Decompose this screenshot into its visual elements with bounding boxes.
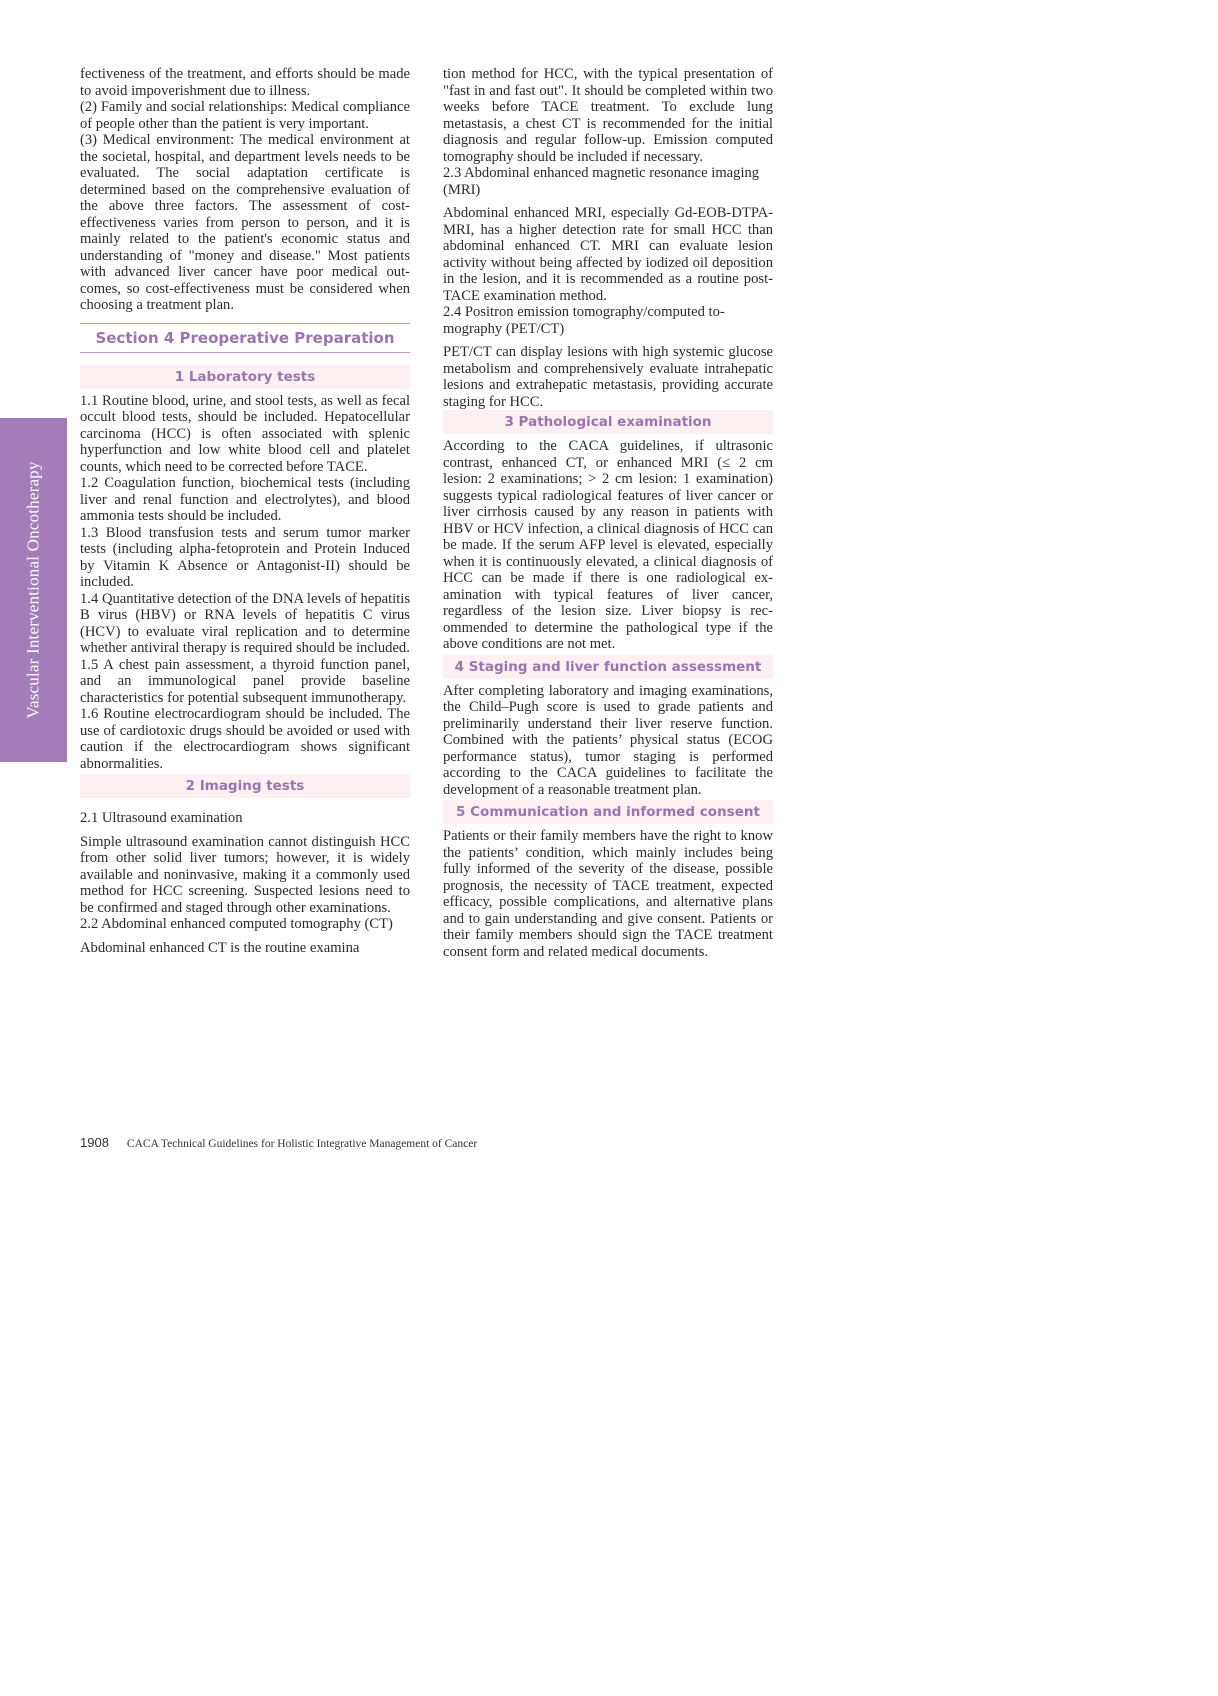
paragraph: Simple ultrasound examination cannot distinguish HCC from other solid liver tumors; however, it is widely available and noninvasive, making it a commonly used method for HCC screening. Suspected lesions need to be confirmed and staged through other examinations. — [80, 833, 410, 916]
paragraph: fectiveness of the treatment, and efforts should be made to avoid impoverishment due to illness. — [80, 66, 410, 99]
left-column — [80, 66, 410, 956]
paragraph: 1.1 Routine blood, urine, and stool tests, as well as fecal occult blood tests, should be included. Hepatocellular carcinoma (HCC) is often associated with splenic hyperfunction and low white blood cell and platelet counts, which need to be corrected before TACE. — [80, 392, 410, 475]
subsection-heading: 2 Imaging tests — [80, 774, 410, 798]
subsection-heading: 4 Staging and liver function assessment — [443, 655, 773, 679]
sub-heading: 2.3 Abdominal enhanced magnetic resonance imaging (MRI) — [443, 165, 760, 198]
paragraph: Abdominal enhanced MRI, especially Gd-EOB-DTPA-MRI, has a higher detection rate for small HCC than abdominal enhanced CT. MRI can evaluate lesion activity without being affected by iodized oil deposition in the lesion, and it is recommended as a routine post-TACE examination method. — [443, 205, 773, 304]
sub-heading: 2.4 Positron emission tomography/computed tomography (PET/CT) — [443, 304, 725, 337]
subsection-heading: 3 Pathological examination — [443, 410, 773, 434]
side-tab-label: Vascular Interventional Oncotherapy — [23, 461, 43, 719]
page-footer — [80, 1135, 477, 1150]
paragraph: 1.2 Coagulation function, biochemical tests (including liver and renal function and electrolytes), and blood ammonia tests should be included. — [80, 475, 410, 524]
section-title: Section 4 Preoperative Preparation — [80, 323, 410, 353]
paragraph: Patients or their family members have the right to know the patients’ condition, which mainly includes being fully informed of the severity of the disease, possible prognosis, the necessity of TACE treatment, expected efficacy, possible complications, and alternative plans and to gain understanding and give consent. Patients or their family members should sign the TACE treatment consent form and related medical documents. — [443, 828, 773, 960]
sub-heading: 2.1 Ultrasound examination — [80, 810, 243, 826]
paragraph: 1.4 Quantitative detection of the DNA levels of hepatitis B virus (HBV) or RNA levels of hepatitis C virus (HCV) to evaluate viral replication and to determine whether antiviral therapy is required should be included. — [80, 590, 410, 656]
paragraph: (3) Medical environment: The medical environment at the societal, hospital, and department levels needs to be evaluated. The social adaptation certificate is determined based on the comprehensive evaluation of the above three factors. The assessment of cost-effectiveness varies from person to person, and it is mainly related to the patient's economic status and understanding of "money and disease." Most patients with advanced liver cancer have poor medical outcomes, so cost-effectiveness must be considered when choosing a treatment plan. — [80, 132, 410, 313]
right-column — [443, 66, 773, 960]
paragraph: (2) Family and social relationships: Medical compliance of people other than the patient is very important. — [80, 99, 410, 132]
running-title: CACA Technical Guidelines for Holistic Integrative Management of Cancer — [126, 1138, 478, 1150]
paragraph: After completing laboratory and imaging examinations, the Child–Pugh score is used to grade patients and preliminarily understand their liver reserve function. Combined with the patients’ physical status (ECOG performance status), tumor staging is performed according to the CACA guidelines to facilitate the development of a reasonable treatment plan. — [443, 682, 773, 798]
page-number: 1908 — [80, 1135, 109, 1150]
paragraph: 1.6 Routine electrocardiogram should be included. The use of cardiotoxic drugs should be avoided or used with caution if the electrocardiogram shows significant abnormalities. — [80, 706, 410, 772]
subsection-heading: 5 Communication and informed consent — [443, 800, 773, 824]
paragraph: 1.5 A chest pain assessment, a thyroid function panel, and an immunological panel provide baseline characteristics for potential subsequent immunotherapy. — [80, 656, 410, 706]
paragraph: tion method for HCC, with the typical presentation of "fast in and fast out". It should be completed within two weeks before TACE treatment. To exclude lung metastasis, a chest CT is recommended for the initial diagnosis and regular follow-up. Emission computed tomography should be included if necessary. — [443, 66, 773, 165]
sub-heading: 2.2 Abdominal enhanced computed tomography (CT) — [80, 916, 393, 932]
paragraph: 1.3 Blood transfusion tests and serum tumor marker tests (including alpha-fetoprotein and Protein Induced by Vitamin K Absence or Antagonist-II) should be included. — [80, 524, 410, 590]
side-tab — [0, 418, 67, 762]
paragraph: Abdominal enhanced CT is the routine examina — [80, 939, 360, 956]
paragraph: According to the CACA guidelines, if ultrasonic contrast, enhanced CT, or enhanced MRI (≤ 2 cm lesion: 2 examinations; > 2 cm lesion: 1 examination) suggests typical radiological features of liver cancer or liver cirrhosis caused by any reason in patients with HBV or HCV infection, a clinical diagnosis of HCC can be made. If the serum AFP level is elevated, especially when it is continuously elevated, a clinical diagnosis of HCC can be made if there is one radiological examination with typical features of liver cancer, regardless of the lesion size. Liver biopsy is recommended to determine the pathological type if the above conditions are not met. — [443, 438, 773, 652]
paragraph: PET/CT can display lesions with high systemic glucose metabolism and comprehensively evaluate intrahepatic lesions and extrahepatic metastasis, providing accurate staging for HCC. — [443, 344, 773, 410]
subsection-heading: 1 Laboratory tests — [80, 365, 410, 389]
